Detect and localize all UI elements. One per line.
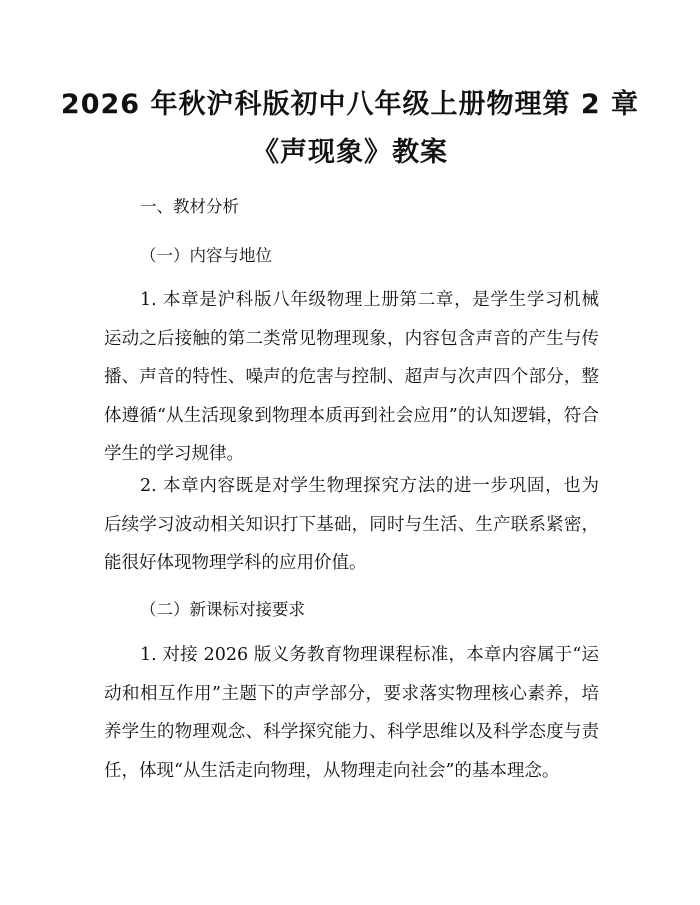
paragraph-2: 2. 本章内容既是对学生物理探究方法的进一步巩固，也为后续学习波动相关知识打下基础，同时与生活、生产联系紧密，能很好体现物理学科的应用价值。 [104,476,599,573]
paragraph-1: 1. 本章是沪科版八年级物理上册第二章，是学生学习机械运动之后接触的第二类常见物理现象，内容包含声音的产生与传播、声音的特性、噪声的危害与控制、超声与次声四个部分，整体遵循“从生活现象到物理本质再到社会应用”的认知逻辑，符合学生的学习规律。 [104,290,599,464]
document-title-line-2: 《声现象》教案 [252,137,448,168]
subsection-heading-curriculum-standard: （二）新课标对接要求 [140,600,305,619]
document-title-line-1: 2026 年秋沪科版初中八年级上册物理第 2 章 [60,89,640,120]
subsection-heading-content-and-position: （一）内容与地位 [140,246,272,265]
section-heading-teaching-material-analysis: 一、教材分析 [140,197,239,216]
paragraph-3: 1. 对接 2026 版义务教育物理课程标准，本章内容属于“运动和相互作用”主题下的声学部分，要求落实物理核心素养，培养学生的物理观念、科学探究能力、科学思维以及科学态度与责任，体现“从生活走向物理，从物理走向社会”的基本理念。 [104,645,599,781]
